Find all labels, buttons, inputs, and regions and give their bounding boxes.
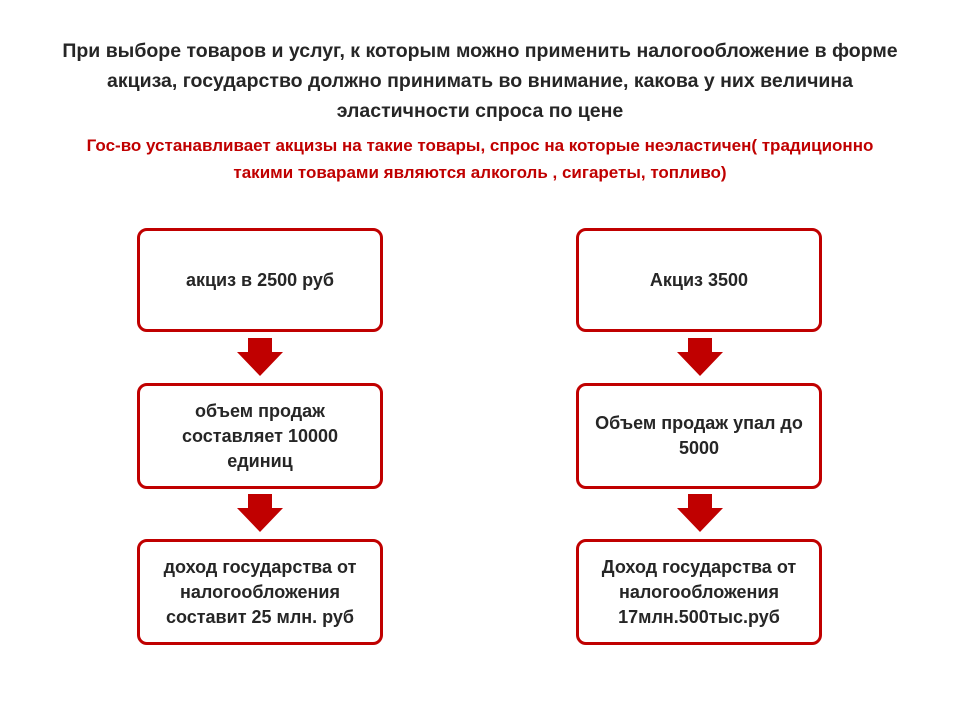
- right-revenue-text: Доход государства от налогообложения 17млн.500тыс.руб: [601, 556, 797, 627]
- slide-title: При выборе товаров и услуг, к которым можно применить налогообложение в форме акциза, государство должно принимать во внимание, какова у них величина эластичности спроса по цене: [62, 40, 898, 122]
- left-sales-box: [137, 383, 383, 489]
- right-excise-box: [576, 228, 822, 332]
- right-revenue-box: [576, 539, 822, 645]
- right-excise-text: Акциз 3500: [649, 269, 749, 290]
- down-arrow-icon: [677, 338, 723, 376]
- down-arrow-icon: [677, 494, 723, 532]
- down-arrow-icon: [237, 338, 283, 376]
- left-sales-text: объем продаж составляет 10000 единиц: [181, 400, 338, 471]
- right-sales-text: Объем продаж упал до 5000: [595, 413, 803, 458]
- left-excise-text: акциз в 2500 руб: [185, 269, 335, 290]
- left-excise-box: [137, 228, 383, 332]
- slide-subtitle: Гос-во устанавливает акцизы на такие товары, спрос на которые неэластичен( традиционно такими товарами являются алкоголь , сигареты, топливо): [86, 136, 874, 182]
- left-revenue-box: [137, 539, 383, 645]
- right-sales-box: [576, 383, 822, 489]
- left-revenue-text: доход государства от налогообложения составит 25 млн. руб: [163, 556, 357, 627]
- down-arrow-icon: [237, 494, 283, 532]
